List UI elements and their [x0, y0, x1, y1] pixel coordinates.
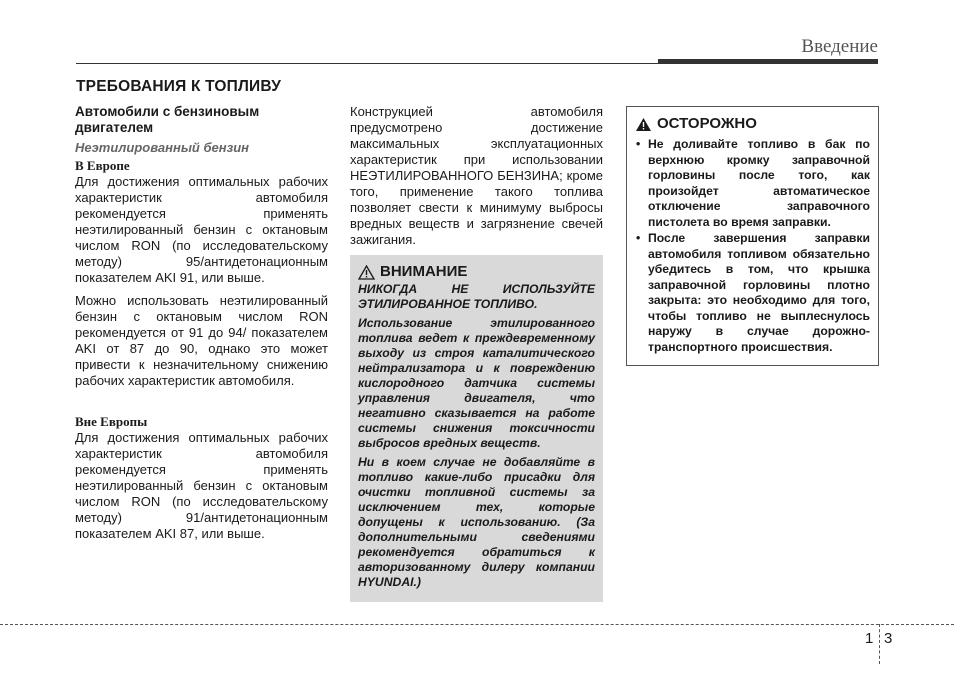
caution-triangle-icon: [635, 117, 652, 132]
gasoline-heading: Автомобили с бензиновым двигателем: [75, 104, 260, 135]
column-middle: [350, 104, 603, 602]
caution-header: [635, 115, 870, 133]
warning-title: ВНИМАНИЕ: [380, 263, 468, 280]
caution-list: [635, 137, 870, 355]
column-right: [626, 106, 879, 366]
caution-box: [626, 106, 879, 366]
column-left: [75, 104, 328, 549]
warning-header: [358, 263, 595, 281]
europe-paragraph-2: Можно использовать неэтилированный бензин с октановым числом RON рекомендуется от 91 до 94/ показателем AKI от 87 до 90, однако это может привести к незначительному снижению рабочих характеристик автомобиля.: [75, 293, 328, 388]
europe-label: В Европе: [75, 158, 130, 173]
warning-box: [350, 255, 603, 602]
warning-triangle-icon: [358, 265, 375, 280]
outside-europe-label: Вне Европы: [75, 414, 148, 429]
outside-europe-paragraph: Для достижения оптимальных рабочих характеристик автомобиля рекомендуется применять неэтилированный бензин с октановым числом RON (по исследовательскому методу) 91/антидетонационным показателем AKI 87, или выше.: [75, 430, 328, 541]
intro-paragraph: Конструкцией автомобиля предусмотрено достижение максимальных эксплуатационных характеристик при использовании НЕЭТИЛИРОВАННОГО БЕНЗИНА; кроме того, применение такого топлива позволяет свести к минимуму выбросы вредных веществ и загрязнение свечей зажигания.: [350, 104, 603, 247]
warning-paragraph-2: Использование этилированного топлива ведет к преждевременному выходу из строя каталитического нейтрализатора и к повреждению кислородного датчика системы управления двигателя, что негативно сказывается на работе системы снижения токсичности выбросов вредных веществ.: [358, 316, 595, 450]
footer-rule: [0, 624, 954, 625]
header-rule-accent: [658, 59, 878, 64]
warning-paragraph-1: НИКОГДА НЕ ИСПОЛЬЗУЙТЕ ЭТИЛИРОВАННОЕ ТОПЛИВО.: [358, 282, 595, 311]
caution-item: • После завершения заправки автомобиля топливом обязательно убедитесь в том, что крышка заправочной горловины плотно закрыта: это необходимо для того, чтобы топливо не выплеснулось наружу в случае дорожно-транспортного происшествия.: [636, 231, 870, 354]
chapter-header-title: Введение: [801, 36, 878, 57]
warning-paragraph-3: Ни в коем случае не добавляйте в топливо какие-либо присадки для очистки топливной системы за исключением тех, которые допущены к использованию. (За дополнительными сведениями рекомендуется обратиться к авторизованному дилеру компании HYUNDAI.): [358, 455, 595, 589]
caution-item: • Не доливайте топливо в бак по верхнюю кромку заправочной горловины после того, как произойдет автоматическое отключение заправочного пистолета во время заправки.: [636, 137, 870, 229]
section-title: ТРЕБОВАНИЯ К ТОПЛИВУ: [76, 78, 282, 95]
footer-divider: [879, 624, 880, 664]
unleaded-subheading: Неэтилированный бензин: [75, 140, 250, 155]
europe-paragraph-1: Для достижения оптимальных рабочих характеристик автомобиля рекомендуется применять неэтилированный бензин с октановым числом RON (по исследовательскому методу) 95/антидетонационным показателем AKI 91, или выше.: [75, 174, 328, 285]
chapter-number: 1: [865, 630, 874, 647]
caution-title: ОСТОРОЖНО: [657, 115, 757, 132]
page-number: 3: [884, 630, 893, 647]
